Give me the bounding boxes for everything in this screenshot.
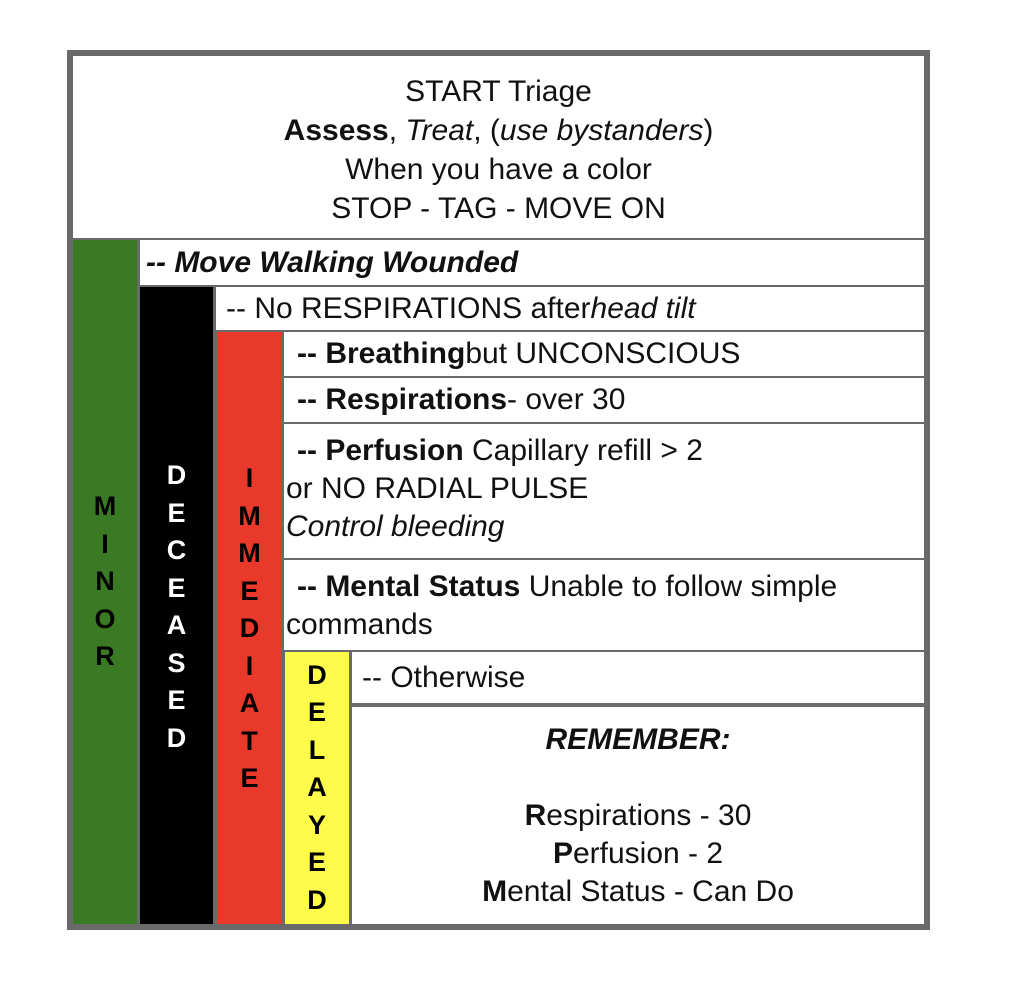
- deceased-letter: E: [167, 572, 186, 603]
- immediate-letter: E: [240, 763, 259, 793]
- remember-title: REMEMBER:: [545, 723, 731, 756]
- stop-line: STOP - TAG - MOVE ON: [331, 192, 666, 225]
- delayed-letter: E: [307, 697, 326, 728]
- mental-status-row: -- Mental Status Unable to follow simple commands: [284, 560, 924, 650]
- assess-line: Assess, Treat, (use bystanders): [283, 114, 714, 147]
- minor-letter: R: [95, 641, 115, 672]
- deceased-letter: A: [166, 610, 187, 640]
- otherwise-row: -- Otherwise: [352, 652, 924, 703]
- deceased-letter: S: [167, 647, 186, 678]
- immediate-letter: M: [238, 500, 261, 531]
- immediate-letter: E: [240, 575, 259, 606]
- delayed-letter: D: [307, 884, 327, 915]
- deceased-letter: E: [167, 685, 186, 715]
- title: START Triage: [405, 75, 592, 108]
- deceased-letter: E: [167, 497, 186, 528]
- immediate-letter: A: [239, 688, 260, 718]
- minor-letter: O: [94, 603, 116, 634]
- header-cell: [73, 56, 924, 238]
- delayed-letter: E: [307, 847, 326, 878]
- deceased-letter: D: [166, 722, 187, 753]
- delayed-letter: A: [307, 772, 327, 803]
- immediate-letter: D: [239, 613, 260, 643]
- remember-perfusion: Perfusion - 2: [552, 837, 724, 870]
- immediate-letter: T: [241, 725, 258, 756]
- minor-letter: M: [93, 491, 117, 522]
- color-line: When you have a color: [345, 153, 652, 186]
- remember-box: [352, 707, 924, 924]
- remember-mental-status: Mental Status - Can Do: [482, 875, 794, 908]
- immediate-letter: I: [245, 650, 254, 681]
- breathing-row: -- Breathing but UNCONSCIOUS: [284, 332, 924, 376]
- delayed-letter: L: [308, 734, 326, 765]
- respirations-row: -- Respirations - over 30: [284, 378, 924, 422]
- deceased-letter: D: [166, 460, 187, 490]
- start-triage-table: [67, 50, 930, 930]
- delayed-column: [285, 652, 349, 924]
- no-respirations-row: -- No RESPIRATIONS after head tilt: [216, 287, 924, 330]
- remember-respirations: Respirations - 30: [524, 799, 752, 832]
- immediate-letter: I: [245, 463, 254, 493]
- immediate-letter: M: [238, 538, 261, 568]
- minor-letter: I: [101, 528, 109, 559]
- delayed-letter: D: [307, 659, 327, 690]
- perfusion-row: -- Perfusion Capillary refill > 2 or NO RADIAL PULSE Control bleeding: [284, 424, 924, 558]
- deceased-column: [140, 287, 213, 924]
- walking-wounded-row: -- Move Walking Wounded: [140, 240, 924, 285]
- minor-column: [73, 240, 137, 924]
- delayed-letter: Y: [307, 809, 326, 840]
- deceased-letter: C: [166, 535, 187, 565]
- immediate-column: [217, 332, 282, 924]
- minor-letter: N: [95, 566, 115, 597]
